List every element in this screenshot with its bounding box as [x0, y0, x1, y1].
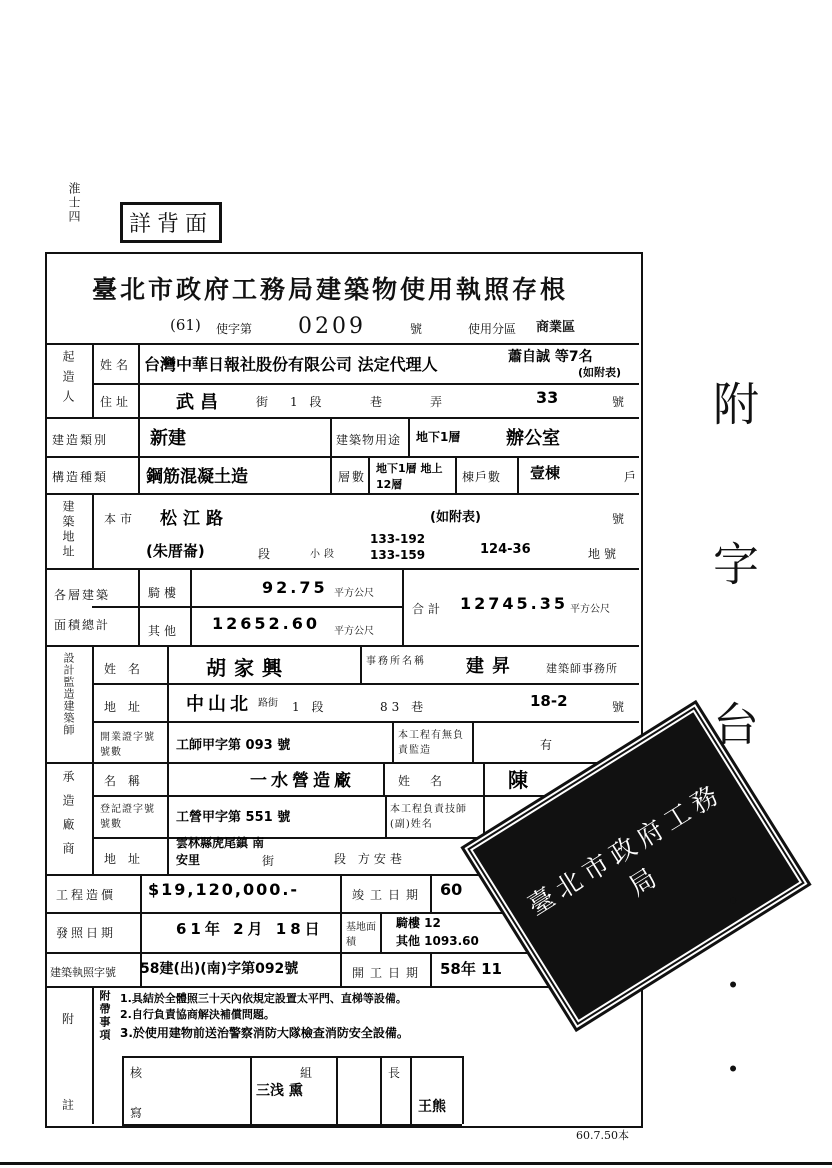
site-area-other: 其他 1093.60 [396, 934, 479, 948]
area-arcade-label: 騎樓 [148, 586, 181, 600]
area-other-value: 12652.60 [212, 614, 321, 633]
col-divider [483, 762, 485, 795]
starter-addr-alley: 弄 [430, 395, 447, 409]
contractor-name-value: 一水營造廠 [250, 771, 355, 791]
architect-name-value: 胡家興 [206, 656, 290, 680]
col-divider [380, 912, 382, 952]
architect-addr-section: 1 段 [292, 700, 328, 714]
col-divider [383, 762, 385, 795]
starter-addr-lane: 巷 [370, 395, 387, 409]
area-total-value: 12745.35 [460, 594, 569, 613]
site-subsection-label: 小段 [310, 549, 338, 560]
contractor-person-label: 姓名 [398, 774, 463, 788]
build-floors-label: 層數 [338, 470, 367, 484]
col-divider [250, 1056, 252, 1124]
contractor-tech-label: 本工程負責技師(副)姓名 [390, 804, 467, 830]
contractor-person-value: 陳 [508, 768, 528, 792]
build-type-value: 新建 [150, 428, 186, 449]
col-divider [385, 795, 387, 837]
col-divider [462, 1056, 464, 1124]
starter-addr-value: 武昌 [176, 392, 224, 413]
use-zone-value: 商業區 [536, 320, 576, 335]
col-divider [190, 568, 192, 645]
area-other-label: 其他 [148, 624, 181, 638]
col-divider [138, 343, 140, 417]
row-divider [45, 493, 639, 495]
row-divider [92, 721, 639, 723]
architect-name-label: 姓名 [104, 662, 153, 676]
site-group-label: 建築地址 [61, 500, 75, 560]
starter-name-label: 姓名 [100, 358, 133, 372]
site-suffix-1: 號 [612, 512, 629, 526]
area-label-1: 各層建築 [54, 588, 111, 602]
notes-col-d: 寫 [130, 1106, 147, 1120]
bottom-rule [0, 1162, 832, 1165]
license-char: 使字第 [216, 322, 253, 336]
architect-supervise-value: 有 [540, 738, 557, 752]
architect-addr-lane: 83 巷 [380, 700, 428, 714]
col-divider [330, 417, 332, 493]
col-divider [430, 952, 432, 986]
architect-addr-label: 地址 [104, 700, 153, 714]
notes-label-1: 附 [62, 1012, 79, 1026]
architect-office-label: 事務所名稱 [366, 656, 426, 667]
site-section-label: 段 [258, 547, 275, 561]
architect-office-value: 建昇 [466, 656, 518, 677]
architect-reg-label: 開業證字號號數 [100, 732, 155, 758]
col-divider [410, 1056, 412, 1124]
col-divider [92, 986, 94, 1124]
site-area-label: 基地面積 [346, 922, 376, 948]
contractor-name-label: 名稱 [104, 774, 153, 788]
col-divider [360, 645, 362, 683]
build-struct-value: 鋼筋混凝土造 [146, 467, 248, 487]
site-street-value: 松江路 [160, 509, 229, 529]
build-units-suffix: 戶 [624, 470, 641, 484]
area-total-label: 合計 [412, 602, 445, 616]
finish-value: 60 [440, 880, 463, 899]
starter-group-label: 起造人 [61, 350, 75, 410]
row-divider [45, 762, 639, 764]
notes-side-text: 附帶事項 [98, 990, 111, 1042]
col-divider [483, 795, 485, 837]
site-city-label: 本市 [104, 512, 137, 526]
starter-addr-no: 33 [536, 388, 559, 407]
notes-line-1: 1.具結於全體照三十天內依規定設置太平門、直梯等設備。 [120, 992, 407, 1005]
site-district-value: (朱厝崙) [146, 542, 205, 560]
col-divider [472, 721, 474, 762]
col-divider [340, 874, 342, 986]
architect-addr-suffix: 號 [612, 700, 629, 714]
col-divider [392, 721, 394, 762]
col-divider [92, 645, 94, 874]
build-struct-label: 構造種類 [52, 470, 109, 484]
architect-reg-value: 工師甲字第 093 號 [176, 738, 291, 753]
contractor-reg-label: 登記證字號號數 [100, 804, 155, 830]
build-type-label: 建造類別 [52, 433, 109, 447]
col-divider [138, 417, 140, 493]
col-divider [92, 343, 94, 417]
issue-value: 61年 2月 18日 [176, 920, 324, 938]
starter-name-rep: 蕭自誠 等7名 [508, 349, 593, 365]
contractor-reg-value: 工營甲字第 551 號 [176, 810, 291, 825]
site-lot-1: 133-192 [370, 532, 426, 546]
notes-col-c: 長 [388, 1066, 405, 1080]
architect-supervise-label: 本工程有無負責監造 [398, 730, 464, 756]
side-mark: 淮士四 [67, 182, 81, 224]
notes-sign-2: 王熊 [418, 1099, 446, 1115]
official-seal-text: 臺北市政府工務局 [522, 777, 729, 922]
build-use-floors: 地下1層 [416, 430, 461, 444]
page-title: 臺北市政府工務局建築物使用執照存根 [92, 275, 569, 304]
row-divider [122, 1124, 462, 1126]
build-floors-value: 地下1層 地上12層 [376, 462, 443, 491]
cost-label: 工程造價 [56, 888, 117, 902]
build-units-label: 棟戶數 [462, 470, 502, 484]
area-arcade-value: 92.75 [262, 578, 328, 597]
area-arcade-unit: 平方公尺 [334, 588, 374, 599]
cost-value: $19,120,000.- [148, 880, 300, 899]
site-lot-3: 124-36 [480, 542, 531, 557]
row-divider [45, 568, 639, 570]
col-divider [368, 456, 370, 493]
col-divider [336, 1056, 338, 1124]
architect-addr-value: 中山北 [186, 694, 252, 715]
starter-addr-section: 1 段 [290, 395, 326, 409]
architect-group-label: 設計監造建築師 [62, 652, 75, 736]
site-area-arcade: 騎樓 12 [396, 916, 441, 930]
col-divider [402, 568, 404, 645]
build-use-value: 辦公室 [506, 428, 560, 449]
col-divider [517, 456, 519, 493]
license-year: (61) [170, 316, 201, 334]
starter-name-note: (如附表) [578, 366, 622, 379]
architect-addr-road: 路街 [258, 698, 278, 709]
row-divider [92, 683, 639, 685]
license-suffix: 號 [410, 322, 423, 336]
issue-label: 發照日期 [56, 926, 117, 940]
finish-label: 竣工日期 [352, 888, 425, 902]
col-divider [92, 493, 94, 568]
contractor-addr-lane: 段 方安巷 [334, 852, 406, 866]
area-total-unit: 平方公尺 [570, 604, 610, 615]
contractor-addr-label: 地址 [104, 852, 153, 866]
row-divider [45, 417, 639, 419]
col-divider [167, 645, 169, 874]
row-divider [45, 645, 639, 647]
permit-value: 58建(出)(南)字第092號 [140, 961, 299, 977]
col-divider [430, 874, 432, 912]
print-code: 60.7.50本 [576, 1129, 629, 1142]
notes-col-a: 核 [130, 1066, 147, 1080]
permit-label: 建築執照字號 [50, 966, 116, 979]
row-divider [45, 456, 639, 458]
col-divider [380, 1056, 382, 1124]
starter-addr-street: 街 [256, 395, 273, 409]
row-divider [45, 343, 639, 345]
contractor-addr-value: 雲林縣虎尾鎮 南安里 [176, 836, 265, 867]
area-label-2: 面積總計 [54, 618, 111, 632]
site-street-note: (如附表) [430, 510, 481, 525]
start-label: 開工日期 [352, 966, 425, 980]
row-divider [92, 383, 639, 385]
notes-label-2: 註 [62, 1098, 79, 1112]
notes-sign-1: 三浅 熏 [256, 1083, 303, 1099]
starter-addr-label: 住址 [100, 395, 133, 409]
detail-on-back-stamp: 詳背面 [120, 202, 222, 243]
starter-addr-suffix: 號 [612, 395, 629, 409]
col-divider [408, 417, 410, 456]
start-value: 58年 11 [440, 960, 502, 978]
notes-col-b: 組 [300, 1066, 317, 1080]
license-number: 0209 [298, 314, 366, 339]
area-other-unit: 平方公尺 [334, 626, 374, 637]
architect-addr-alley: 18-2 [530, 692, 568, 710]
contractor-group-label: 承造廠商 [61, 770, 75, 866]
site-lot-2: 133-159 [370, 548, 426, 562]
architect-office-suffix: 建築師事務所 [546, 662, 618, 675]
margin-text: 附 字 台 ... [706, 380, 760, 1112]
col-divider [122, 1056, 124, 1124]
contractor-addr-street: 街 [262, 854, 279, 868]
use-zone-label: 使用分區 [468, 322, 517, 336]
notes-line-2: 2.自行負責協商解決補償問題。 [120, 1008, 275, 1021]
starter-name-value: 台灣中華日報社股份有限公司 法定代理人 [144, 355, 438, 374]
build-units-value: 壹棟 [530, 464, 561, 482]
build-use-label: 建築物用途 [336, 433, 402, 447]
col-divider [455, 456, 457, 493]
notes-line-3: 3.於使用建物前送治警察消防大隊檢查消防安全設備。 [120, 1026, 409, 1040]
site-suffix-2: 地號 [588, 547, 621, 561]
col-divider [138, 568, 140, 645]
